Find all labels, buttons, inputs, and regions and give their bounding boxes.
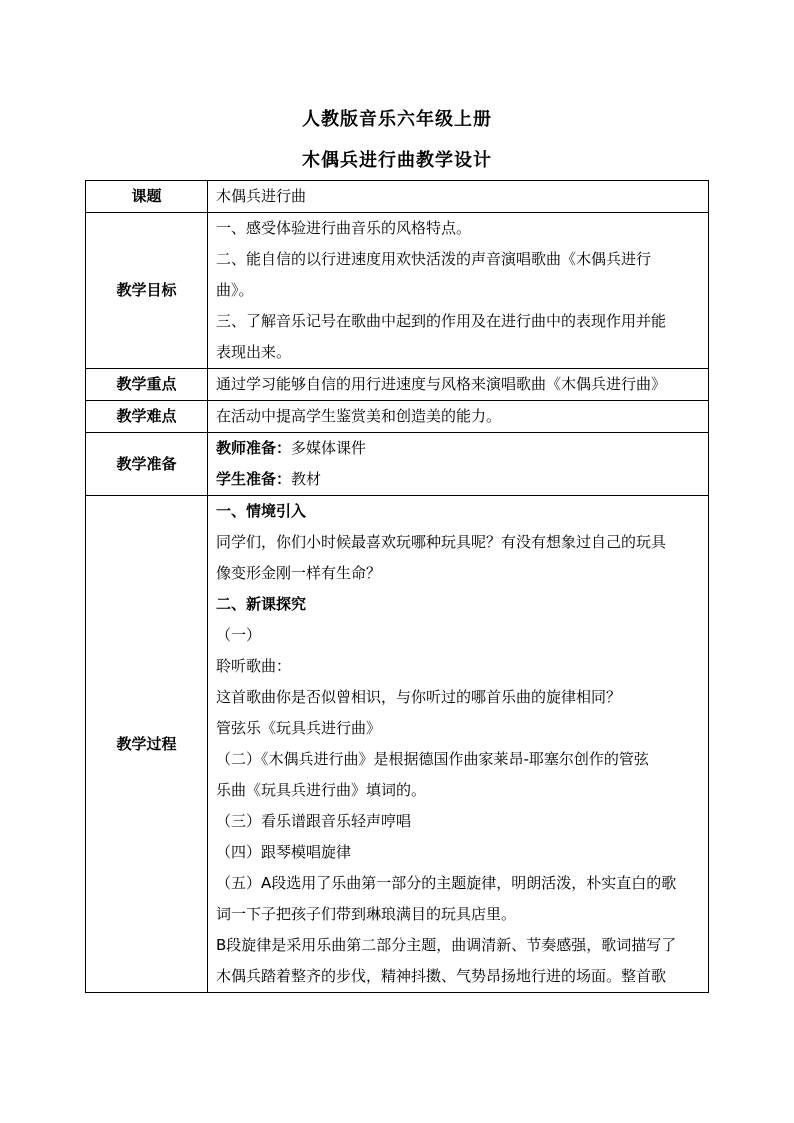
topic-label: 课题 <box>86 181 208 213</box>
goals-line: 二、能自信的以行进速度用欢快活泼的声音演唱歌曲《木偶兵进行 <box>216 250 652 268</box>
process-label: 教学过程 <box>86 496 208 993</box>
lesson-plan-table <box>85 180 709 993</box>
process-line: 聆听歌曲： <box>216 657 292 675</box>
difficulty-row <box>86 401 709 433</box>
preparation-content <box>208 433 709 496</box>
process-heading: 二、新课探究 <box>216 595 307 613</box>
process-line: （四）跟琴模唱旋律 <box>216 843 352 861</box>
student-preparation-label: 学生准备： <box>216 470 292 488</box>
goals-content <box>208 213 709 369</box>
document-title: 人教版音乐六年级上册 <box>302 109 492 130</box>
process-heading: 一、情境引入 <box>216 502 307 520</box>
process-content <box>208 496 709 993</box>
process-line: 词一下子把孩子们带到琳琅满目的玩具店里。 <box>216 905 517 923</box>
difficulty-value: 在活动中提高学生鉴赏美和创造美的能力。 <box>208 401 709 433</box>
process-line: 同学们，你们小时候最喜欢玩哪种玩具呢？有没有想象过自己的玩具 <box>216 533 667 551</box>
topic-row <box>86 181 709 213</box>
key-point-row <box>86 369 709 401</box>
process-row <box>86 496 709 993</box>
process-line: 管弦乐《玩具兵进行曲》 <box>216 719 382 737</box>
topic-value: 木偶兵进行曲 <box>208 181 709 213</box>
goals-line: 一、感受体验进行曲音乐的风格特点。 <box>216 219 472 237</box>
process-line: 乐曲《玩具兵进行曲》填词的。 <box>216 781 427 799</box>
teacher-preparation <box>216 433 702 464</box>
document-subtitle: 木偶兵进行曲教学设计 <box>302 150 492 171</box>
process-line: 木偶兵踏着整齐的步伐，精神抖擞、气势昂扬地行进的场面。整首歌 <box>216 967 667 985</box>
goals-line: 曲》。 <box>216 281 254 299</box>
process-line: B段旋律是采用乐曲第二部分主题，曲调清新、节奏感强，歌词描写了 <box>216 936 677 954</box>
teacher-preparation-value: 多媒体课件 <box>291 439 367 457</box>
teacher-preparation-label: 教师准备： <box>216 439 292 457</box>
goals-label: 教学目标 <box>86 213 208 369</box>
key-point-label: 教学重点 <box>86 369 208 401</box>
process-line: 这首歌曲你是否似曾相识，与你听过的哪首乐曲的旋律相同？ <box>216 688 622 706</box>
goals-line: 三、了解音乐记号在歌曲中起到的作用及在进行曲中的表现作用并能 <box>216 312 667 330</box>
preparation-label: 教学准备 <box>86 433 208 496</box>
goals-row <box>86 213 709 369</box>
key-point-value <box>208 369 709 401</box>
difficulty-label: 教学难点 <box>86 401 208 433</box>
process-line: （三）看乐谱跟音乐轻声哼唱 <box>216 812 412 830</box>
preparation-row <box>86 433 709 496</box>
goals-line: 表现出来。 <box>216 343 292 361</box>
student-preparation-value: 教材 <box>291 470 322 488</box>
student-preparation <box>216 464 702 495</box>
key-point-text: 通过学习能够自信的用行进速度与风格来演唱歌曲《木偶兵进行曲》 <box>216 375 667 393</box>
process-line: （二）《木偶兵进行曲》是根据德国作曲家莱昂-耶塞尔创作的管弦 <box>216 750 649 768</box>
process-line: （五）A段选用了乐曲第一部分的主题旋律，明朗活泼，朴实直白的歌 <box>216 874 677 892</box>
process-line: （一） <box>216 626 262 644</box>
process-line: 像变形金刚一样有生命？ <box>216 564 382 582</box>
